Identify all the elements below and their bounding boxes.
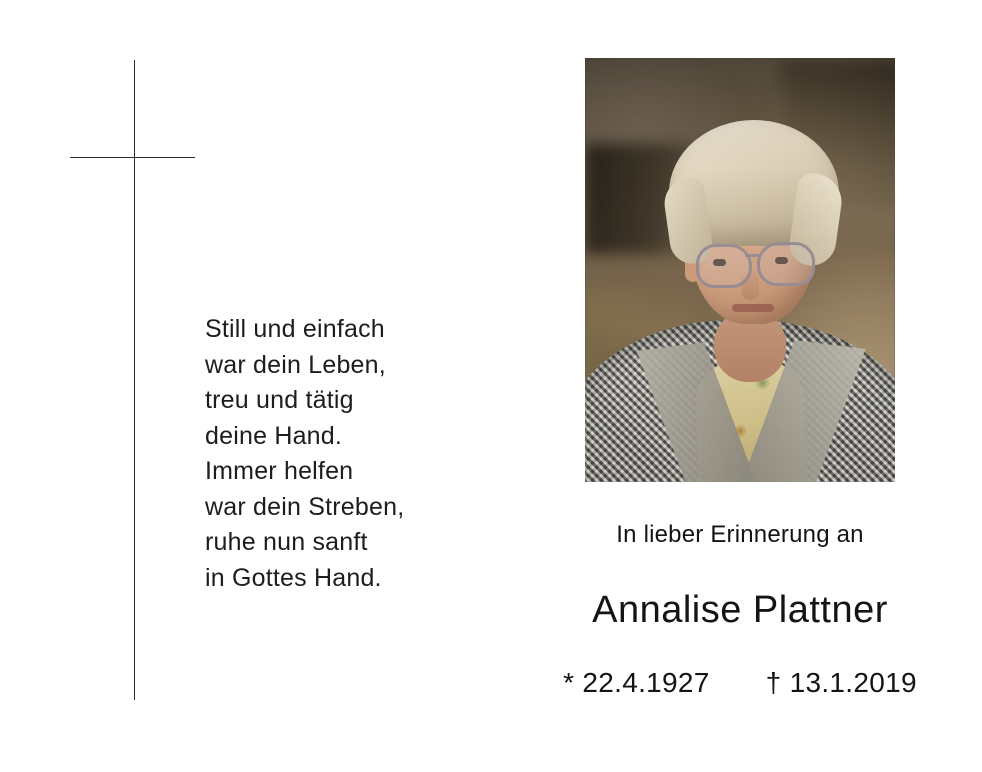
memorial-verse (205, 312, 505, 596)
memorial-dates (505, 666, 975, 700)
memorial-intro: In lieber Erinnerung an (616, 521, 864, 548)
portrait-photo (585, 58, 895, 482)
cross-horizontal-bar (70, 157, 195, 158)
death-date: † 13.1.2019 (765, 667, 917, 698)
verse-line-3: treu und tätig (205, 386, 354, 414)
cross-vertical-bar (134, 60, 135, 700)
verse-line-6: war dein Streben, (205, 492, 405, 521)
verse-line-4: deine Hand. (205, 421, 343, 450)
verse-line-1: Still und einfach (205, 315, 385, 343)
verse-line-2: war dein Leben, (205, 350, 386, 379)
verse-line-5: Immer helfen (205, 457, 354, 485)
cross-icon (70, 60, 195, 700)
birth-date: * 22.4.1927 (563, 667, 710, 698)
portrait-vignette (585, 58, 895, 482)
deceased-name: Annalise Plattner (592, 589, 888, 631)
verse-line-7: ruhe nun sanft (205, 528, 368, 556)
portrait-illustration (585, 58, 895, 482)
verse-line-8: in Gottes Hand. (205, 563, 382, 592)
memorial-text-block (505, 520, 975, 700)
